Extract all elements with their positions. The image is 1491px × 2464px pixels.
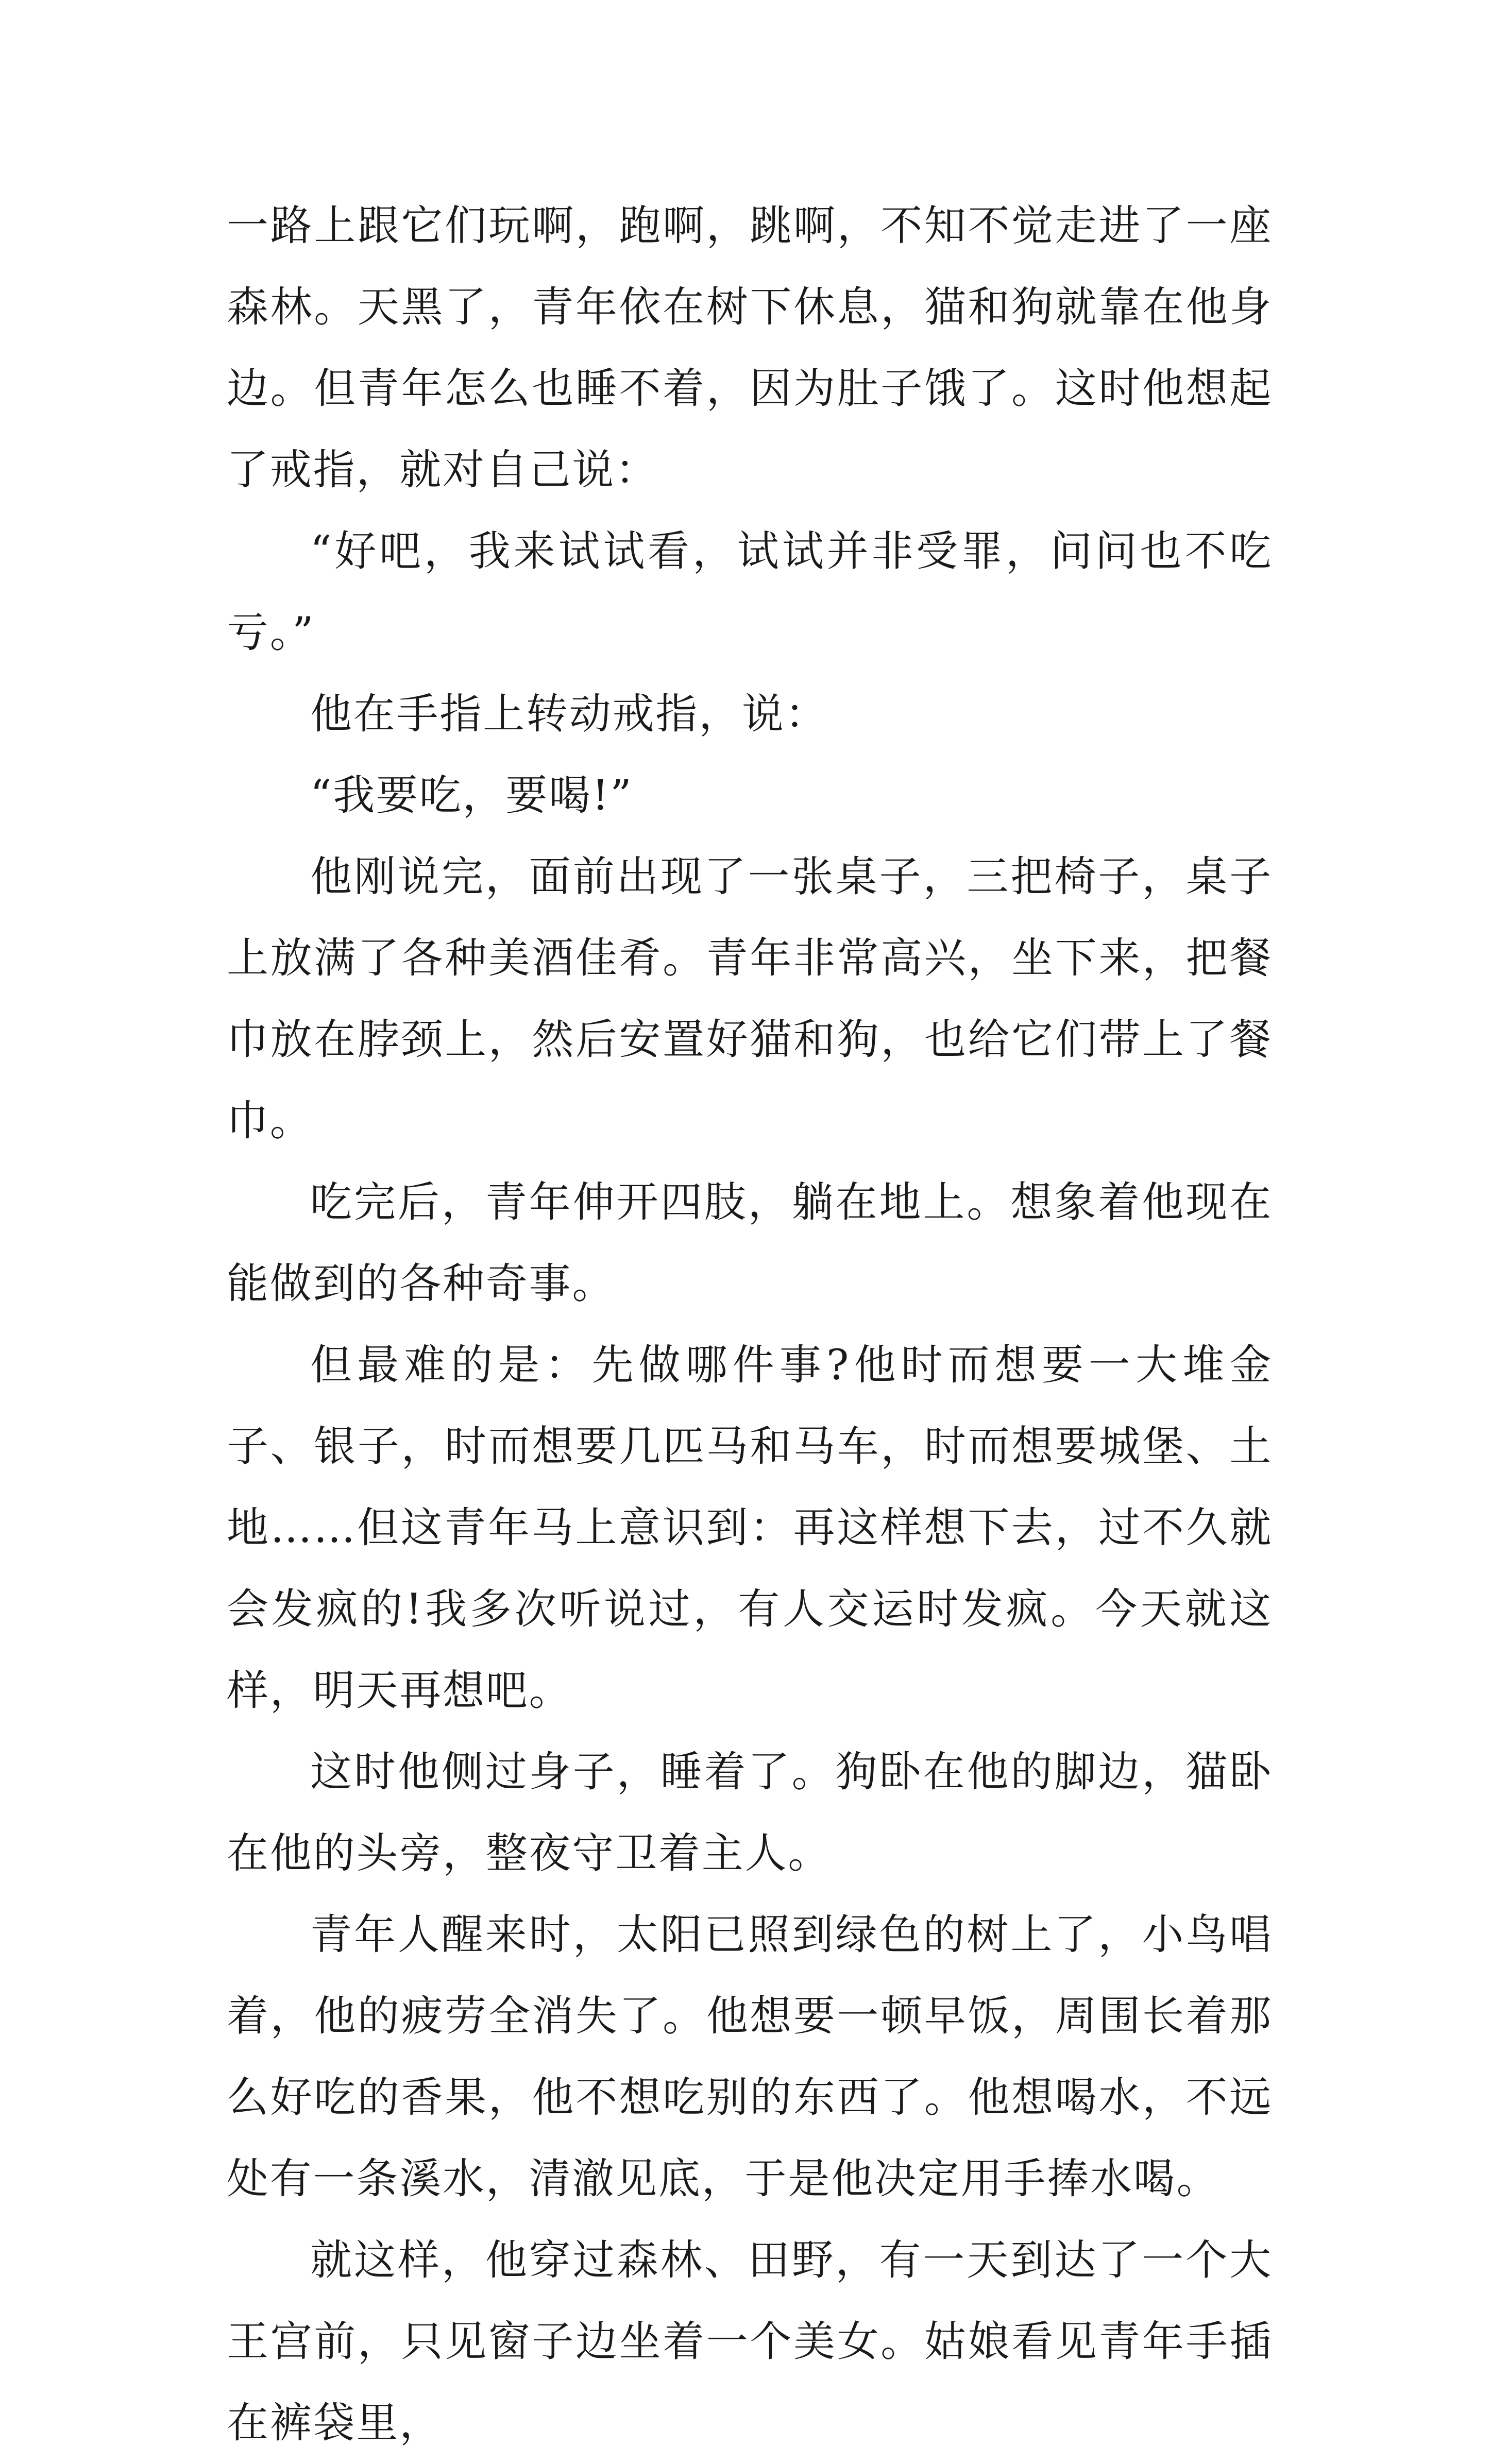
paragraph: 他刚说完，面前出现了一张桌子，三把椅子，桌子上放满了各种美酒佳肴。青年非常高兴，坐下来，把餐巾放在脖颈上，然后安置好猫和狗，也给它们带上了餐巾。 <box>227 853 1273 1145</box>
paragraph: 就这样，他穿过森林、田野，有一天到达了一个大王宫前，只见窗子边坐着一个美女。姑娘看见青年手插在裤袋里， <box>227 2236 1273 2448</box>
paragraph: 他在手指上转动戒指，说： <box>310 690 828 739</box>
paragraph: 这时他侧过身子，睡着了。狗卧在他的脚边，猫卧在他的头旁，整夜守卫着主人。 <box>227 1748 1273 1878</box>
body-text <box>227 185 1273 2464</box>
paragraph: “我要吃，要喝!” <box>310 772 633 820</box>
paragraph: 一路上跟它们玩啊，跑啊，跳啊，不知不觉走进了一座森林。天黑了，青年依在树下休息，猫和狗就靠在他身边。但青年怎么也睡不着，因为肚子饿了。这时他想起了戒指，就对自己说： <box>227 202 1273 494</box>
paragraph: 青年人醒来时，太阳已照到绿色的树上了，小鸟唱着，他的疲劳全消失了。他想要一顿早饭，周围长着那么好吃的香果，他不想吃别的东西了。他想喝水，不远处有一条溪水，清澈见底，于是他决定用手捧水喝。 <box>227 1911 1273 2203</box>
paragraph: 吃完后，青年伸开四肢，躺在地上。想象着他现在能做到的各种奇事。 <box>227 1178 1273 1308</box>
paragraph: “好吧，我来试试看，试试并非受罪，问问也不吃亏。” <box>227 527 1273 657</box>
paragraph: 但最难的是：先做哪件事?他时而想要一大堆金子、银子，时而想要几匹马和马车，时而想要城堡、土地……但这青年马上意识到：再这样想下去，过不久就会发疯的!我多次听说过，有人交运时发疯。今天就这样，明天再想吧。 <box>227 1341 1273 1715</box>
